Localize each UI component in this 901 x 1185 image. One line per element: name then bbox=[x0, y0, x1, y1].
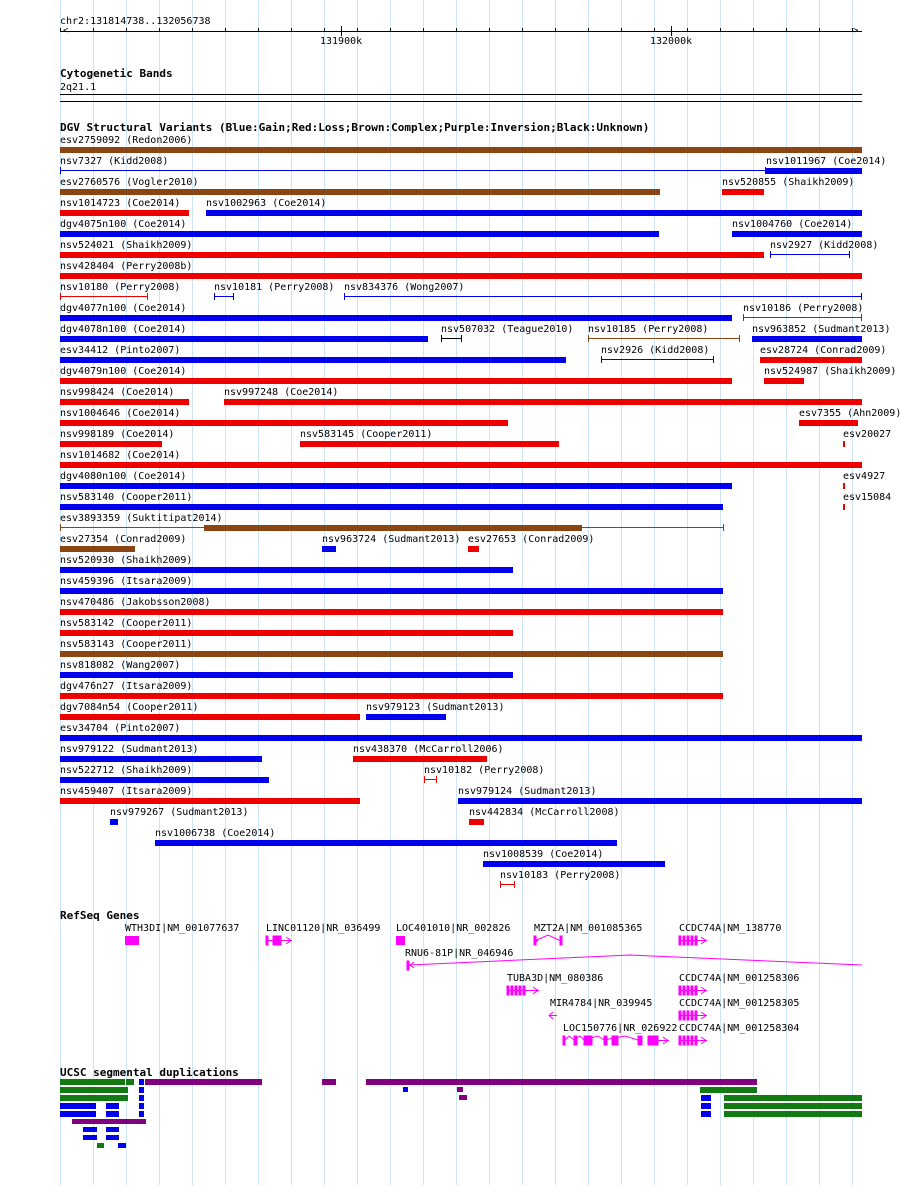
gene-model-linc01120 bbox=[266, 936, 292, 945]
gene-label[interactable]: CCDC74A|NM_001258306 bbox=[679, 973, 800, 984]
segdup-feature bbox=[724, 1103, 862, 1109]
segdup-feature bbox=[72, 1119, 146, 1124]
gene-label[interactable]: WTH3DI|NM_001077637 bbox=[125, 923, 240, 934]
variant-label[interactable]: nsv10186 (Perry2008) bbox=[743, 303, 864, 314]
variant-label[interactable]: nsv1014723 (Coe2014) bbox=[60, 198, 181, 209]
segdup-feature bbox=[701, 1111, 711, 1117]
segdup-feature bbox=[724, 1111, 862, 1117]
gene-label[interactable]: CCDC74A|NM_001258305 bbox=[679, 998, 800, 1009]
variant-label[interactable]: nsv10181 (Perry2008) bbox=[214, 282, 335, 293]
gene-model-loc150776 bbox=[563, 1036, 669, 1045]
variant-label[interactable]: nsv997248 (Coe2014) bbox=[224, 387, 339, 398]
segdup-feature bbox=[106, 1135, 119, 1140]
segdup-feature bbox=[139, 1095, 144, 1101]
segdup-feature bbox=[60, 1087, 128, 1093]
variant-label[interactable]: nsv583142 (Cooper2011) bbox=[60, 618, 193, 629]
segdup-feature bbox=[118, 1143, 126, 1148]
variant-label[interactable]: nsv507032 (Teague2010) bbox=[441, 324, 574, 335]
gene-label[interactable]: LINC01120|NR_036499 bbox=[266, 923, 381, 934]
gene-model-ccdc74a bbox=[679, 986, 707, 995]
ruler-left-arrow: < bbox=[63, 26, 69, 36]
segdup-feature bbox=[724, 1095, 862, 1101]
variant-label[interactable]: dgv7084n54 (Cooper2011) bbox=[60, 702, 199, 713]
variant-label[interactable]: esv34412 (Pinto2007) bbox=[60, 345, 181, 356]
variant-label[interactable]: nsv522712 (Shaikh2009) bbox=[60, 765, 193, 776]
variant-label[interactable]: nsv10185 (Perry2008) bbox=[588, 324, 709, 335]
variant-label[interactable]: esv7355 (Ahn2009) bbox=[799, 408, 901, 419]
refseq-track-title: RefSeq Genes bbox=[60, 909, 140, 922]
segdup-feature bbox=[60, 1103, 96, 1109]
cytoband-track-title: Cytogenetic Bands bbox=[60, 67, 173, 80]
ruler-tick-label: 132000k bbox=[650, 36, 693, 47]
variant-label[interactable]: dgv476n27 (Itsara2009) bbox=[60, 681, 193, 692]
segdup-feature bbox=[701, 1103, 711, 1109]
variant-label[interactable]: esv27354 (Conrad2009) bbox=[60, 534, 187, 545]
variant-label[interactable]: nsv2927 (Kidd2008) bbox=[770, 240, 879, 251]
gene-exon bbox=[125, 936, 139, 945]
variant-label[interactable]: nsv583140 (Cooper2011) bbox=[60, 492, 193, 503]
variant-label[interactable]: esv15084 bbox=[843, 492, 892, 503]
gene-label[interactable]: TUBA3D|NM_080386 bbox=[507, 973, 604, 984]
gene-model-tuba3d bbox=[507, 986, 539, 995]
variant-label[interactable]: nsv2926 (Kidd2008) bbox=[601, 345, 710, 356]
segdup-feature bbox=[366, 1079, 757, 1085]
variant-label[interactable]: dgv4075n100 (Coe2014) bbox=[60, 219, 187, 230]
segdup-feature bbox=[139, 1087, 144, 1093]
gene-label[interactable]: CCDC74A|NM_001258304 bbox=[679, 1023, 800, 1034]
variant-label[interactable]: nsv10182 (Perry2008) bbox=[424, 765, 545, 776]
variant-label[interactable]: nsv1004646 (Coe2014) bbox=[60, 408, 181, 419]
segdup-feature bbox=[457, 1087, 463, 1092]
segdup-track-title: UCSC segmental duplications bbox=[60, 1066, 239, 1079]
segdup-feature bbox=[701, 1095, 711, 1101]
gene-exon bbox=[396, 936, 405, 945]
segdup-feature bbox=[106, 1127, 119, 1132]
variant-label[interactable]: esv27653 (Conrad2009) bbox=[468, 534, 595, 545]
variant-label[interactable]: nsv583145 (Cooper2011) bbox=[300, 429, 433, 440]
variant-label[interactable]: nsv998424 (Coe2014) bbox=[60, 387, 175, 398]
variant-label[interactable]: nsv520855 (Shaikh2009) bbox=[722, 177, 855, 188]
segdup-feature bbox=[83, 1127, 97, 1132]
segdup-feature bbox=[60, 1111, 96, 1117]
variant-label[interactable]: nsv834376 (Wong2007) bbox=[344, 282, 465, 293]
gene-model-mir4784 bbox=[549, 1012, 557, 1019]
gene-model-mzt2a bbox=[534, 935, 562, 945]
variant-label[interactable]: nsv963852 (Sudmant2013) bbox=[752, 324, 891, 335]
variant-label[interactable]: esv34704 (Pinto2007) bbox=[60, 723, 181, 734]
gene-label[interactable]: MZT2A|NM_001085365 bbox=[534, 923, 643, 934]
gene-model-ccdc74a bbox=[679, 936, 707, 945]
variant-label[interactable]: nsv459396 (Itsara2009) bbox=[60, 576, 193, 587]
variant-label[interactable]: dgv4078n100 (Coe2014) bbox=[60, 324, 187, 335]
segdup-feature bbox=[139, 1079, 144, 1085]
variant-label[interactable]: dgv4080n100 (Coe2014) bbox=[60, 471, 187, 482]
segdup-feature bbox=[700, 1087, 757, 1093]
segdup-feature bbox=[106, 1103, 119, 1109]
variant-label[interactable]: nsv979123 (Sudmant2013) bbox=[366, 702, 505, 713]
variant-label[interactable]: nsv818082 (Wang2007) bbox=[60, 660, 181, 671]
variant-label[interactable]: nsv1011967 (Coe2014) bbox=[766, 156, 887, 167]
gene-label[interactable]: LOC401010|NR_002826 bbox=[396, 923, 511, 934]
segdup-feature bbox=[145, 1079, 262, 1085]
variant-label[interactable]: nsv459407 (Itsara2009) bbox=[60, 786, 193, 797]
variant-label[interactable]: nsv428404 (Perry2008b) bbox=[60, 261, 193, 272]
variant-label[interactable]: nsv438370 (McCarroll2006) bbox=[353, 744, 504, 755]
variant-label[interactable]: nsv524021 (Shaikh2009) bbox=[60, 240, 193, 251]
variant-label[interactable]: nsv979124 (Sudmant2013) bbox=[458, 786, 597, 797]
ruler-right-arrow: > bbox=[853, 26, 859, 36]
variant-label[interactable]: nsv979267 (Sudmant2013) bbox=[110, 807, 249, 818]
variant-label[interactable]: nsv1008539 (Coe2014) bbox=[483, 849, 604, 860]
variant-label[interactable]: nsv1006738 (Coe2014) bbox=[155, 828, 276, 839]
segdup-feature bbox=[60, 1095, 128, 1101]
variant-label[interactable]: esv20027 bbox=[843, 429, 892, 440]
variant-label[interactable]: esv2759092 (Redon2006) bbox=[60, 135, 193, 146]
variant-label[interactable]: nsv998189 (Coe2014) bbox=[60, 429, 175, 440]
variant-label[interactable]: nsv10183 (Perry2008) bbox=[500, 870, 621, 881]
variant-label[interactable]: nsv524987 (Shaikh2009) bbox=[764, 366, 897, 377]
gene-label[interactable]: MIR4784|NR_039945 bbox=[550, 998, 653, 1009]
gene-label[interactable]: LOC150776|NR_026922 bbox=[563, 1023, 678, 1034]
variant-label[interactable]: esv2760576 (Vogler2010) bbox=[60, 177, 199, 188]
variant-label[interactable]: nsv1002963 (Coe2014) bbox=[206, 198, 327, 209]
variant-label[interactable]: nsv520930 (Shaikh2009) bbox=[60, 555, 193, 566]
variant-label[interactable]: nsv979122 (Sudmant2013) bbox=[60, 744, 199, 755]
variant-label[interactable]: nsv963724 (Sudmant2013) bbox=[322, 534, 461, 545]
ruler-tick-label: 131900k bbox=[320, 36, 363, 47]
gene-model-ccdc74a bbox=[679, 1036, 707, 1045]
gene-label[interactable]: RNU6-81P|NR_046946 bbox=[405, 948, 514, 959]
ruler-position: chr2:131814738..132056738 bbox=[60, 16, 211, 27]
segdup-feature bbox=[97, 1143, 104, 1148]
variant-label[interactable]: nsv442834 (McCarroll2008) bbox=[469, 807, 620, 818]
segdup-feature bbox=[106, 1111, 119, 1117]
variant-label[interactable]: nsv7327 (Kidd2008) bbox=[60, 156, 169, 167]
variant-label[interactable]: esv4927 bbox=[843, 471, 886, 482]
gene-label[interactable]: CCDC74A|NM_138770 bbox=[679, 923, 782, 934]
segdup-feature bbox=[60, 1079, 125, 1085]
variant-label[interactable]: nsv1004760 (Coe2014) bbox=[732, 219, 853, 230]
segdup-feature bbox=[126, 1079, 134, 1085]
segdup-feature bbox=[139, 1111, 144, 1117]
gene-model-ccdc74a bbox=[679, 1011, 707, 1020]
cytoband-name: 2q21.1 bbox=[60, 82, 97, 93]
segdup-feature bbox=[322, 1079, 336, 1085]
segdup-feature bbox=[83, 1135, 97, 1140]
variant-label[interactable]: dgv4077n100 (Coe2014) bbox=[60, 303, 187, 314]
segdup-feature bbox=[139, 1103, 144, 1109]
variant-label[interactable]: nsv470486 (Jakobsson2008) bbox=[60, 597, 211, 608]
variant-label[interactable]: nsv1014682 (Coe2014) bbox=[60, 450, 181, 461]
variant-label[interactable]: nsv10180 (Perry2008) bbox=[60, 282, 181, 293]
dgv-track-title: DGV Structural Variants (Blue:Gain;Red:Loss;Brown:Complex;Purple:Inversion;Black:Unknown) bbox=[60, 121, 650, 134]
variant-label[interactable]: esv28724 (Conrad2009) bbox=[760, 345, 887, 356]
variant-label[interactable]: esv3893359 (Suktitipat2014) bbox=[60, 513, 223, 524]
segdup-feature bbox=[403, 1087, 408, 1092]
segdup-feature bbox=[459, 1095, 467, 1100]
variant-label[interactable]: dgv4079n100 (Coe2014) bbox=[60, 366, 187, 377]
variant-label[interactable]: nsv583143 (Cooper2011) bbox=[60, 639, 193, 650]
